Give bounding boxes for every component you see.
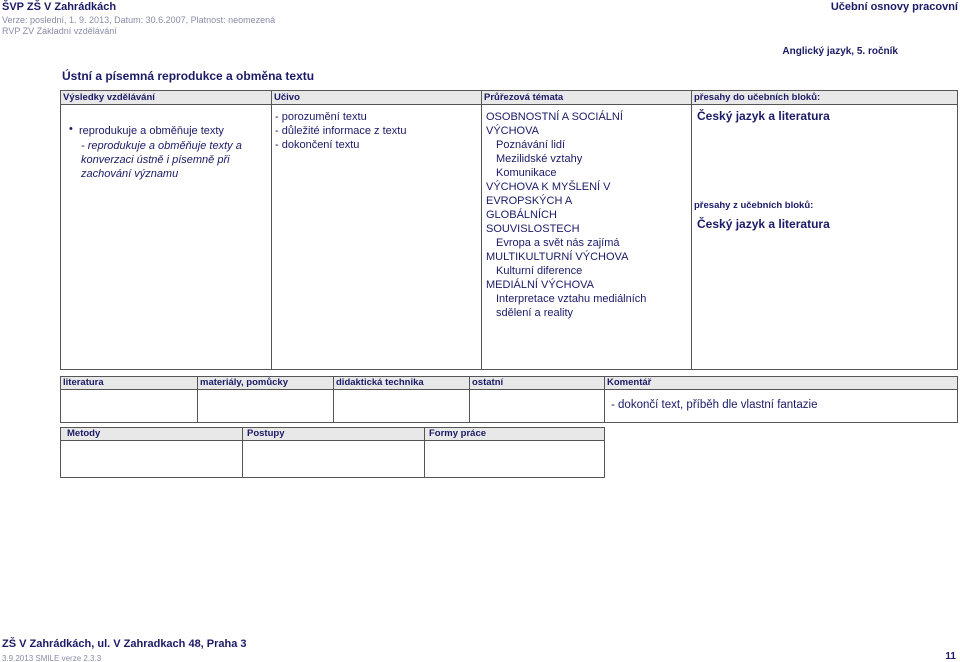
comment-body — [604, 389, 958, 423]
result-bullet: • — [69, 123, 73, 135]
procedures-label: Postupy — [247, 428, 285, 439]
content-row — [60, 104, 958, 370]
resources-header-row — [60, 376, 605, 390]
column-header-results: Výsledky vzdělávání — [63, 92, 155, 103]
column-divider — [424, 441, 425, 477]
comment-header — [604, 376, 958, 390]
work-forms-label: Formy práce — [429, 428, 487, 439]
theme-topic: sdělení a reality — [496, 307, 574, 319]
theme-topic: Komunikace — [496, 167, 557, 179]
column-divider — [469, 390, 470, 422]
column-divider — [197, 390, 198, 422]
column-divider — [691, 105, 692, 369]
theme-topic: Poznávání lidí — [496, 139, 566, 151]
theme-heading: VÝCHOVA K MYŠLENÍ V — [486, 181, 611, 193]
result-item: reprodukuje a obměňuje texty — [79, 125, 224, 137]
methods-body-row — [60, 440, 605, 478]
overlap-from-label: přesahy z učebních bloků: — [694, 200, 814, 211]
column-header-themes: Průřezová témata — [484, 92, 564, 103]
subject-grade: Anglický jazyk, 5. ročník — [782, 46, 898, 57]
theme-heading: MEDIÁLNÍ VÝCHOVA — [486, 279, 594, 291]
column-divider — [242, 428, 243, 440]
school-address: ZŠ V Zahrádkách, ul. V Zahradkach 48, Praha 3 — [2, 638, 247, 650]
theme-topic: Mezilidské vztahy — [496, 153, 583, 165]
themes-list — [486, 110, 646, 320]
column-divider — [424, 428, 425, 440]
result-detail-line: konverzaci ústně i písemně při — [81, 154, 230, 166]
theme-topic: Evropa a svět nás zajímá — [496, 237, 620, 249]
theme-heading: SOUVISLOSTECH — [486, 223, 580, 235]
resources-label-materials: materiály, pomůcky — [200, 377, 289, 388]
theme-heading: OSOBNOSTNÍ A SOCIÁLNÍ — [486, 111, 623, 123]
resources-label-technology: didaktická technika — [336, 377, 424, 388]
comment-label: Komentář — [607, 377, 652, 388]
result-detail-line: - reprodukuje a obměňuje texty a — [81, 140, 242, 152]
overlap-to-subject: Český jazyk a literatura — [697, 109, 830, 123]
document-title: ŠVP ZŠ V Zahrádkách — [2, 1, 117, 13]
resources-label-other: ostatní — [472, 377, 504, 388]
page-number: 11 — [945, 651, 956, 662]
column-divider — [481, 105, 482, 369]
software-version: 3.9.2013 SMILE verze 2.3.3 — [2, 654, 102, 662]
curriculum-item: - důležité informace z textu — [275, 125, 407, 137]
result-detail-line: zachování významu — [81, 168, 179, 180]
theme-topic: Interpretace vztahu mediálních — [496, 293, 647, 305]
column-header-curriculum: Učivo — [274, 92, 300, 103]
column-divider — [271, 105, 272, 369]
column-divider — [242, 441, 243, 477]
theme-topic: Kulturní diference — [496, 265, 583, 277]
column-header-overlaps: přesahy do učebních bloků: — [694, 92, 821, 103]
resources-label-literature: literatura — [63, 377, 104, 388]
curriculum-item: - dokončení textu — [275, 139, 360, 151]
theme-heading: MULTIKULTURNÍ VÝCHOVA — [486, 251, 629, 263]
overlap-from-subject: Český jazyk a literatura — [697, 217, 830, 231]
comment-text: - dokončí text, příběh dle vlastní fantazie — [611, 399, 818, 411]
document-type: Učební osnovy pracovní — [830, 1, 958, 13]
version-line: Verze: poslední, 1. 9. 2013, Datum: 30.6.2007, Platnost: neomezená — [2, 15, 276, 25]
rvp-line: RVP ZV Základní vzdělávání — [2, 26, 117, 36]
methods-label: Metody — [67, 428, 101, 439]
column-divider — [333, 390, 334, 422]
section-title: Ústní a písemná reprodukce a obměna textu — [62, 69, 315, 83]
resources-body-row — [60, 389, 605, 423]
methods-header-row — [60, 427, 605, 441]
curriculum-item: - porozumění textu — [275, 111, 367, 123]
theme-heading: EVROPSKÝCH A — [486, 195, 573, 207]
theme-heading: GLOBÁLNÍCH — [486, 209, 557, 221]
column-header-row — [60, 90, 958, 105]
curriculum-list — [275, 110, 406, 152]
theme-heading: VÝCHOVA — [486, 125, 539, 137]
